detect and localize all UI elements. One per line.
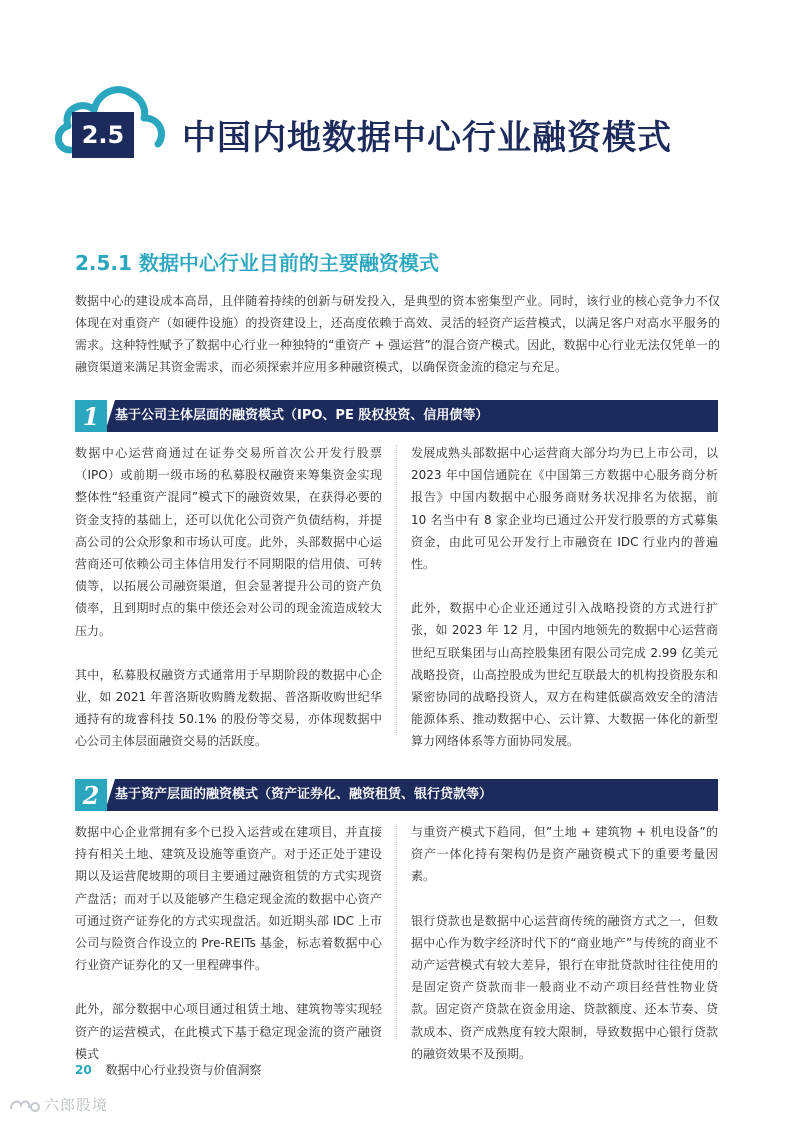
paragraph: 此外，部分数据中心项目通过租赁土地、建筑物等实现轻资产的运营模式，在此模式下基于稳定现金流的资产融资模式 (75, 1002, 382, 1061)
page-number: 20 (75, 1063, 92, 1077)
paragraph: 其中，私募股权融资方式通常用于早期阶段的数据中心企业，如 2021 年普洛斯收购腾龙数据、普洛斯收购世纪华通持有的珑睿科技 50.1% 的股份等交易，亦体现数据中心公司主体层面融资交易的活跃度。 (75, 667, 382, 749)
mode-2-right-column (411, 821, 718, 1087)
watermark (8, 1094, 108, 1115)
mode-2-banner (75, 779, 718, 811)
mode-1-badge: 1 (75, 400, 107, 432)
report-title: 数据中心行业投资与价值洞察 (105, 1063, 262, 1077)
page-title: 中国内地数据中心行业融资模式 (182, 118, 672, 158)
mode-2-badge: 2 (75, 779, 107, 811)
paragraph: 银行贷款也是数据中心运营商传统的融资方式之一，但数据中心作为数字经济时代下的“商业地产”与传统的商业不动产运营模式有较大差异，银行在审批贷款时往往使用的是固定资产贷款而非一般商业不动产项目经营性物业贷款。固定资产贷款在资金用途、贷款额度、还本节奏、贷款成本、资产成熟度有较大限制，导致数据中心银行贷款的融资效果不及预期。 (411, 913, 718, 1061)
paragraph: 发展成熟头部数据中心运营商大部分均为已上市公司，以 2023 年中国信通院在《中国第三方数据中心服务商分析报告》中国内数据中心服务商财务状况排名为依据，前 10 名当中有 8 家企业均已通过公开发行股票的方式募集资金，由此可见公开发行上市融资在 IDC 行业内的普遍性。 (411, 446, 718, 572)
paragraph: 数据中心企业常拥有多个已投入运营或在建项目，并直接持有相关土地、建筑及设施等重资产。对于还正处于建设期以及运营爬坡期的项目主要通过融资租赁的方式实现资产盘活；而对于以及能够产生稳定现金流的数据中心资产可通过资产证券化的方式实现盘活。如近期头部 IDC 上市公司与险资合作设立的 Pre-REITs 基金，标志着数据中心行业资产证券化的又一里程碑事件。 (75, 825, 382, 973)
paragraph: 此外，数据中心企业还通过引入战略投资的方式进行扩张，如 2023 年 12 月，中国内地领先的数据中心运营商世纪互联集团与山高控股集团有限公司完成 2.99 亿美元战略投资，山高控股成为世纪互联最大的机构投资股东和紧密协同的战略投资人，双方在构建低碳高效安全的清洁能源体系、推动数据中心、云计算、大数据一体化的新型算力网络体系等方面协同发展。 (411, 601, 718, 749)
section-header (52, 78, 752, 188)
mode-1-left-column (75, 442, 382, 775)
intro-paragraph: 数据中心的建设成本高昂，且伴随着持续的创新与研发投入，是典型的资本密集型产业。同时，该行业的核心竞争力不仅体现在对重资产（如硬件设施）的投资建设上，还高度依赖于高效、灵活的轻资产运营模式，以满足客户对高水平服务的需求。这种特性赋予了数据中心行业一种独特的“重资产 + 强运营”的混合资产模式。因此，数据中心行业无法仅凭单一的融资渠道来满足其资金需求，而必须探索并应用多种融资模式，以确保资金流的稳定与充足。 (75, 294, 720, 374)
subsection-title: 2.5.1 数据中心行业目前的主要融资模式 (75, 251, 439, 275)
mode-1-title: 基于公司主体层面的融资模式（IPO、PE 股权投资、信用债等） (115, 408, 489, 423)
mode-1-banner (75, 400, 718, 432)
mode-2-title: 基于资产层面的融资模式（资产证券化、融资租赁、银行贷款等） (115, 787, 493, 802)
mode-1-right-column (411, 442, 718, 775)
column-divider (396, 824, 397, 1039)
paragraph: 与重资产模式下趋同，但”土地 + 建筑物 + 机电设备”的资产一体化持有架构仍是资产融资模式下的重要考量因素。 (411, 825, 718, 884)
column-divider (396, 445, 397, 735)
page-footer (75, 1061, 262, 1078)
section-number: 2.5 (72, 112, 134, 158)
mode-2-left-column (75, 821, 382, 1087)
watermark-logo-icon (8, 1095, 42, 1115)
watermark-text: 六郎股境 (44, 1096, 109, 1114)
paragraph: 数据中心运营商通过在证券交易所首次公开发行股票（IPO）或前期一级市场的私募股权融资来筹集资金实现整体性“轻重资产混同”模式下的融资效果，在获得必要的资金支持的基础上，还可以优化公司资产负债结构，并提高公司的公众形象和市场认可度。此外，头部数据中心运营商还可依赖公司主体信用发行不同期限的信用债、可转债等，以拓展公司融资渠道，但会显著提升公司的资产负债率，且到期时点的集中偿还会对公司的现金流造成较大压力。 (75, 446, 382, 638)
